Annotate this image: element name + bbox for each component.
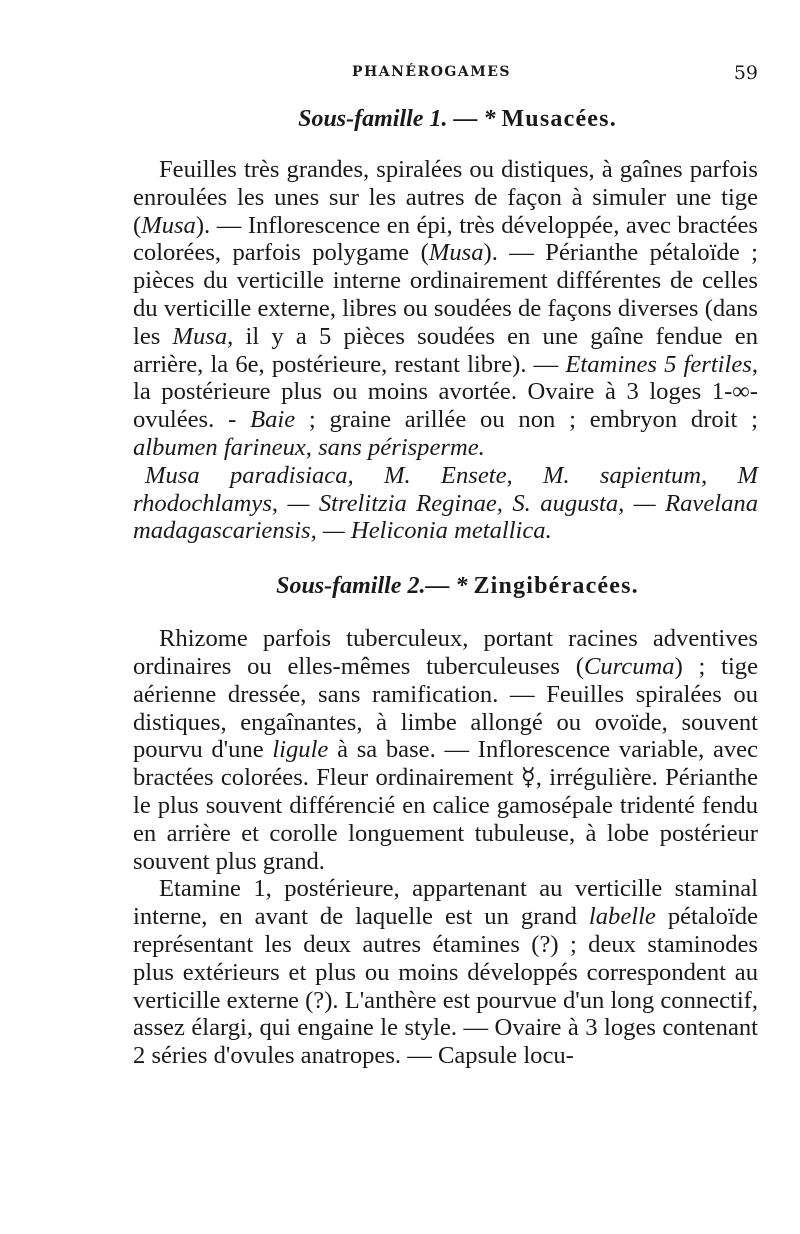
text-run: , la postérieure plus ou moins avortée. Ovaire à 3 loges 1-∞-ovulées. - xyxy=(133,350,758,434)
text-run: , il y a 5 pièces soudées en une gaîne fendue en arrière, la 6e, postérieure, restant libre). — xyxy=(133,322,758,378)
running-title: PHANÉROGAMES xyxy=(352,64,512,80)
text-run: Rhizome parfois tuberculeux, portant racines adventives ordinaires ou elles-mêmes tuberculeuses ( xyxy=(133,625,758,680)
examples-musacees: Musa paradisiaca, M. Ensete, M. sapientum, M rhodochlamys, — Strelitzia Reginae, S. augusta, — Ravelana madagascariensis, — Heliconia metallica. xyxy=(133,461,758,545)
text-run: Etamine 1, postérieure, appartenant au verticille staminal interne, en avant de laquelle est un grand xyxy=(133,875,758,931)
paragraph-musacees-description xyxy=(133,156,758,462)
subfamily-name: Musacées. xyxy=(501,106,617,132)
italic-run: labelle xyxy=(588,903,656,931)
subfamily-label: Sous-famille 1. — * xyxy=(298,106,496,132)
subfamily-name: Zingibéracées. xyxy=(473,573,639,600)
text-run: ). — Périanthe pétaloïde ; pièces du verticille interne ordinairement différentes de celles du verticille externe, libres ou soudées de façons diverses (dans les xyxy=(133,239,758,350)
italic-run: Baie xyxy=(250,406,296,434)
subfamily-heading-zingiberacees xyxy=(133,571,758,601)
page-number: 59 xyxy=(733,62,758,84)
paragraph-zingiberacees-stamens xyxy=(133,875,758,1070)
italic-run: Curcuma xyxy=(583,652,675,680)
subfamily-heading-musacees xyxy=(133,104,758,134)
paragraph-zingiberacees-description xyxy=(133,625,758,875)
text-run: Feuilles très grandes, spiralées ou distiques, à gaînes parfois enroulées les unes sur les autres de façon à simuler une tige ( xyxy=(133,156,758,239)
text-run: pétaloïde représentant les deux autres étamines (?) ; deux staminodes plus extérieurs et plus ou moins développés correspondent au verticille externe (?). L'anthère est pourvue d'un long connectif, assez élargi, qui engaine le style. — Ovaire à 3 loges contenant 2 séries d'ovules anatropes. — Capsule locu- xyxy=(133,903,758,1070)
italic-run: albumen farineux, sans périsperme. xyxy=(133,433,485,461)
italic-run: Musa xyxy=(141,211,196,239)
italic-run: Musa xyxy=(428,239,484,267)
text-run: ) ; tige aérienne dressée, sans ramification. — Feuilles spiralées ou distiques, engaînantes, à limbe allongé ou ovoïde, souvent pourvu d'une xyxy=(133,652,758,764)
text-run: à sa base. — Inflorescence variable, avec bractées colorées. Fleur ordinairement ☿, irrégulière. Périanthe le plus souvent différencié en calice gamosépale tridenté fendu en arrière et corolle longuement tubuleuse, à lobe postérieur souvent plus grand. xyxy=(133,736,759,875)
italic-run: ligule xyxy=(272,736,329,764)
text-run: ; graine arillée ou non ; embryon droit ; xyxy=(295,406,759,434)
subfamily-label: Sous-famille 2.— * xyxy=(276,573,468,600)
italic-run: Etamines 5 fertiles xyxy=(565,350,752,378)
italic-run: Musa xyxy=(172,322,228,350)
text-run: ). — Inflorescence en épi, très développée, avec bractées colorées, parfois polygame ( xyxy=(133,211,758,267)
page-content xyxy=(133,104,758,1070)
running-head xyxy=(0,62,800,86)
